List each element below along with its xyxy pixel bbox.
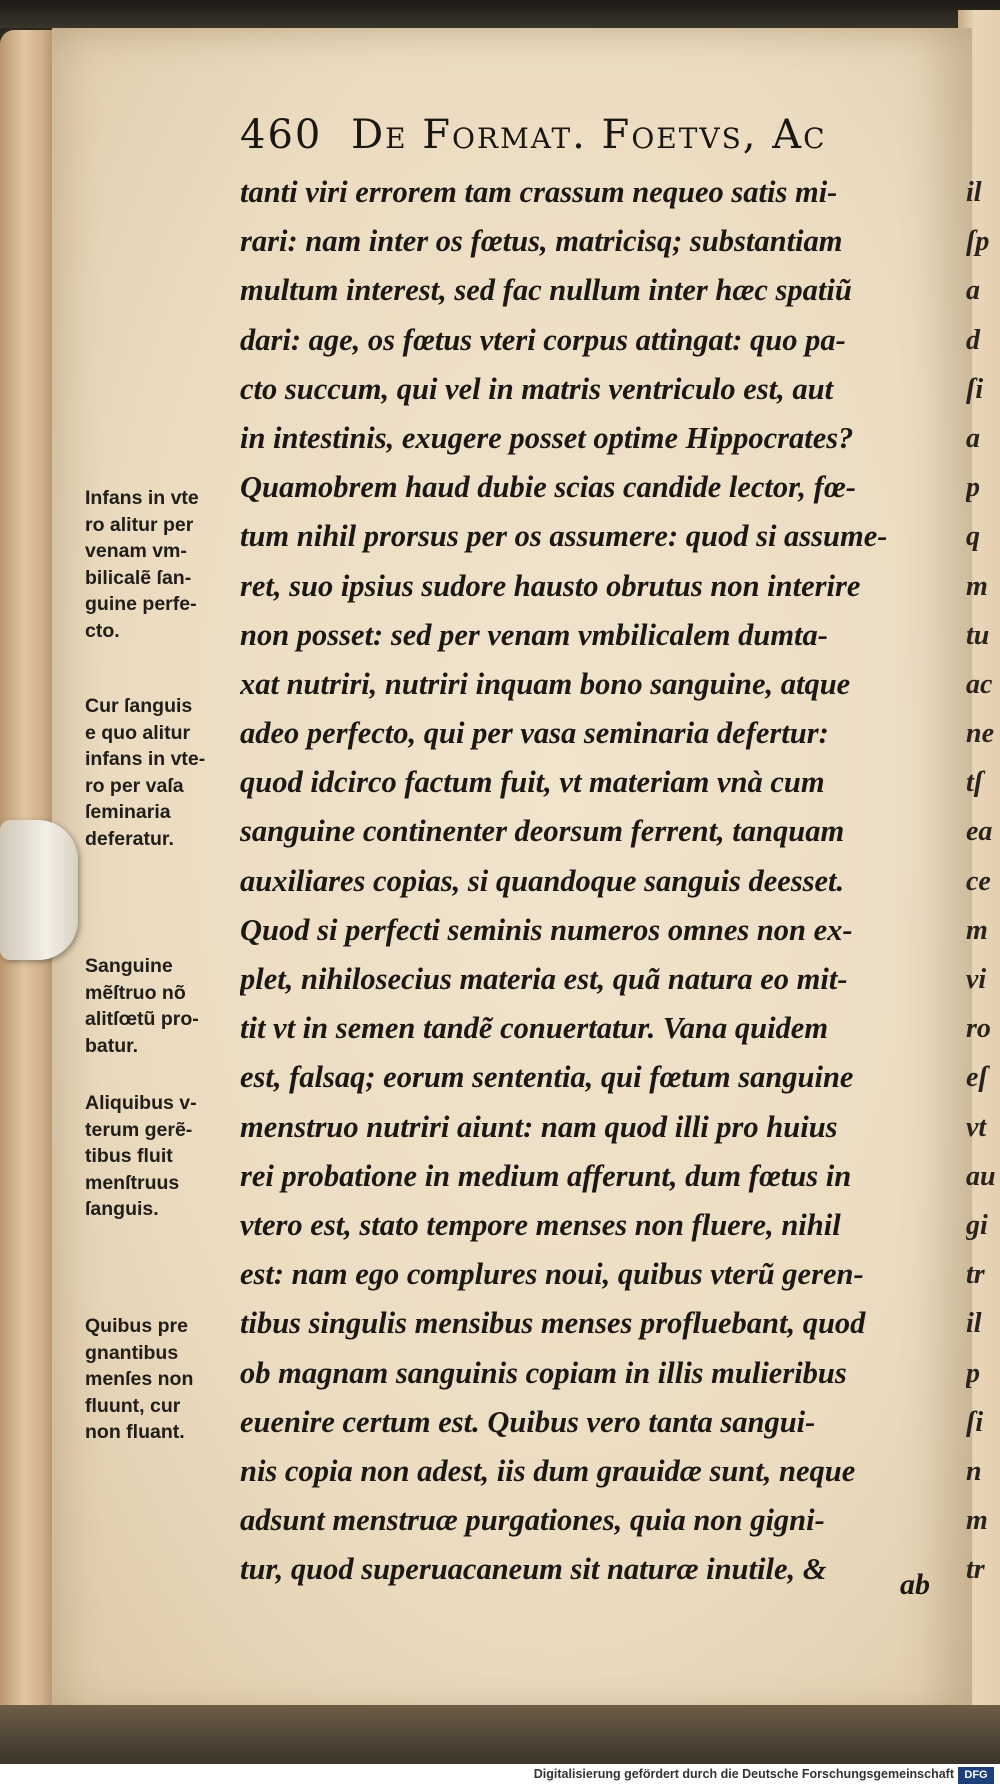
fragment: a: [966, 275, 980, 307]
facing-page-fragments: [966, 168, 1000, 1594]
fragment: tr: [966, 1554, 985, 1586]
fragment: tu: [966, 619, 990, 651]
note-line: ro per vaſa: [85, 774, 184, 797]
fragment: tſ: [966, 767, 984, 799]
text-line: xat nutriri, nutriri inquam bono sanguine, atque: [240, 666, 851, 701]
note-line: ſeminaria: [85, 801, 171, 823]
text-line: tibus singulis mensibus menses profluebant, quod: [240, 1306, 866, 1341]
note-line: menſes non: [85, 1368, 194, 1390]
text-line: tum nihil prorsus per os assumere: quod si assume-: [240, 519, 888, 554]
text-line: vtero est, stato tempore menses non fluere, nihil: [240, 1207, 841, 1242]
note-line: terum gerẽ-: [85, 1118, 193, 1141]
note-line: Sanguine: [85, 955, 173, 977]
text-line: euenire certum est. Quibus vero tanta sangui-: [240, 1404, 816, 1439]
note-line: deferatur.: [85, 827, 174, 850]
fragment: ro: [966, 1013, 991, 1045]
fragment: q: [966, 521, 980, 553]
marginal-note: [85, 485, 235, 644]
fragment: p: [966, 472, 980, 504]
text-line: rei probatione in medium afferunt, dum fœtus in: [240, 1158, 852, 1193]
note-line: mẽſtruo nõ: [85, 981, 186, 1004]
note-line: fluunt, cur: [85, 1394, 181, 1417]
note-line: menſtruus: [85, 1171, 180, 1194]
text-line: in intestinis, exugere posset optime Hippocrates?: [240, 420, 854, 455]
marginal-note: [85, 693, 235, 852]
text-line: tur, quod superuacaneum sit naturæ inutile, &: [240, 1552, 827, 1587]
marginal-note: [85, 1090, 235, 1223]
fragment: ſp: [966, 226, 990, 258]
text-line: menstruo nutriri aiunt: nam quod illi pro huius: [240, 1109, 838, 1144]
note-line: cto.: [85, 619, 120, 642]
text-line: adeo perfecto, qui per vasa seminaria defertur:: [240, 716, 829, 751]
note-line: non fluant.: [85, 1421, 185, 1443]
fragment: gi: [966, 1209, 988, 1241]
note-line: Quibus pre: [85, 1315, 188, 1337]
running-title: De Format. Foetvs, Ac: [351, 112, 827, 158]
text-line: non posset: sed per venam vmbilicalem dumta-: [240, 617, 828, 652]
text-line: dari: age, os fœtus vteri corpus attingat: quo pa-: [240, 322, 846, 357]
note-line: Aliquibus v-: [85, 1092, 197, 1114]
marginal-note: [85, 953, 235, 1059]
text-line: multum interest, sed fac nullum inter hæc spatiũ: [240, 273, 852, 308]
text-line: est, falsaq; eorum sententia, qui fœtum sanguine: [240, 1060, 854, 1095]
marginal-note: [85, 1313, 235, 1446]
fragment: vt: [966, 1111, 987, 1143]
text-line: sanguine continenter deorsum ferrent, tanquam: [240, 814, 845, 849]
text-line: Quamobrem haud dubie scias candide lector, fœ-: [240, 470, 856, 505]
text-line: cto succum, qui vel in matris ventriculo est, aut: [240, 371, 834, 406]
dfg-logo: DFG: [958, 1767, 994, 1784]
fragment: ne: [966, 718, 994, 750]
note-line: bilicalẽ ſan-: [85, 566, 192, 589]
running-head: [240, 112, 900, 158]
top-binding-edge: [0, 0, 1000, 28]
text-line: tanti viri errorem tam crassum nequeo satis mi-: [240, 175, 838, 209]
fragment: ac: [966, 668, 993, 700]
note-line: guine perfe-: [85, 593, 197, 615]
fragment: vi: [966, 964, 987, 995]
fragment: m: [966, 1505, 988, 1537]
text-line: adsunt menstruæ purgationes, quia non gigni-: [240, 1503, 825, 1538]
text-line: Quod si perfecti seminis numeros omnes non ex-: [240, 912, 853, 947]
bottom-binding-edge: [0, 1705, 1000, 1765]
note-line: infans in vte-: [85, 748, 206, 770]
text-line: tit vt in semen tandẽ conuertatur. Vana quidem: [240, 1011, 829, 1046]
fragment: au: [966, 1160, 996, 1192]
fragment: tr: [966, 1259, 985, 1291]
note-line: tibus fluit: [85, 1145, 173, 1167]
text-line: quod idcirco factum fuit, vt materiam vnà cum: [240, 765, 825, 800]
note-line: Cur ſanguis: [85, 695, 193, 717]
text-line: est: nam ego complures noui, quibus vterũ geren-: [240, 1257, 864, 1292]
fragment: ce: [966, 865, 991, 897]
text-line: rari: nam inter os fœtus, matricisq; substantiam: [240, 224, 843, 259]
note-line: gnantibus: [85, 1341, 179, 1364]
fragment: m: [966, 914, 988, 946]
fragment: ſi: [966, 373, 984, 405]
footer-credit-text: Digitalisierung gefördert durch die Deutsche Forschungsgemeinschaft: [533, 1767, 954, 1781]
text-line: ret, suo ipsius sudore hausto obrutus non interire: [240, 568, 861, 603]
text-line: auxiliares copias, si quandoque sanguis deesset.: [240, 863, 845, 898]
fragment: eſ: [966, 1062, 988, 1094]
note-line: e quo alitur: [85, 721, 191, 744]
footer-bar: [0, 1764, 1000, 1788]
fragment: n: [966, 1455, 982, 1487]
fragment: m: [966, 570, 988, 602]
fragment: p: [966, 1357, 980, 1389]
note-line: ro alitur per: [85, 513, 194, 536]
note-line: alitſœtũ pro-: [85, 1008, 199, 1030]
text-line: plet, nihilosecius materia est, quã natura eo mit-: [240, 962, 848, 996]
note-line: ſanguis.: [85, 1198, 159, 1220]
fragment: il: [966, 1308, 982, 1340]
text-line: nis copia non adest, iis dum grauidæ sunt, neque: [240, 1453, 856, 1488]
page-clip: [0, 820, 78, 960]
fragment: il: [966, 177, 982, 208]
note-line: venam vm-: [85, 540, 187, 562]
note-line: batur.: [85, 1034, 139, 1057]
page-number: 460: [240, 112, 323, 158]
text-line: ob magnam sanguinis copiam in illis mulieribus: [240, 1355, 847, 1390]
body-text: [240, 168, 930, 1594]
catchword: ab: [900, 1568, 930, 1601]
fragment: d: [966, 324, 980, 356]
fragment: ea: [966, 816, 993, 848]
note-line: Infans in vte: [85, 487, 199, 509]
fragment: a: [966, 422, 980, 454]
fragment: ſi: [966, 1406, 984, 1438]
